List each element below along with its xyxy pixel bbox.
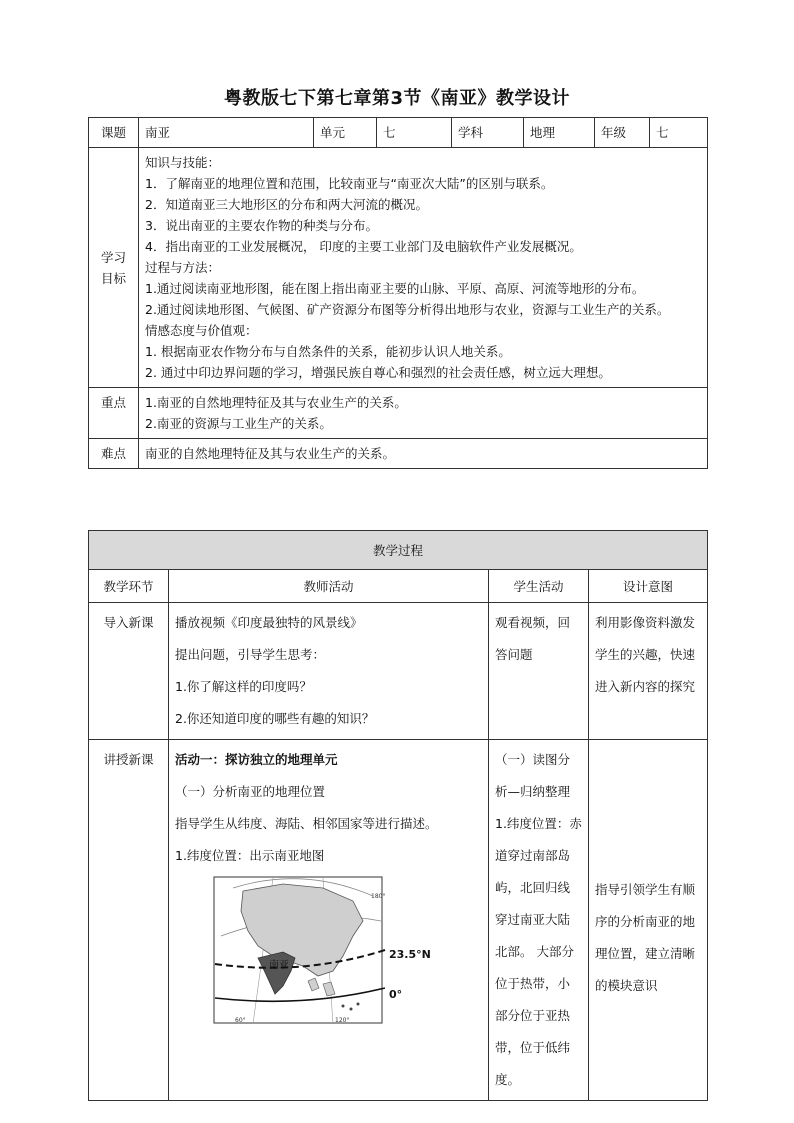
subject-value: 地理: [524, 118, 595, 148]
keti-label: 课题: [89, 118, 139, 148]
objectives-label-1: 学习: [100, 249, 126, 265]
intro-teacher: [169, 603, 489, 740]
difficulty-label: 难点: [89, 439, 139, 469]
objective-line: 情感态度与价值观：: [145, 323, 258, 338]
island: [350, 1008, 353, 1011]
new-teacher: [169, 740, 489, 1101]
objective-line: 知识与技能：: [145, 155, 221, 170]
intro-intent: 利用影像资料激发学生的兴趣，快速进入新内容的探究: [589, 603, 708, 740]
new-teacher-line: （一）分析南亚的地理位置: [175, 784, 326, 799]
objective-line: 3．说出南亚的主要农作物的种类与分布。: [145, 218, 378, 233]
grade-label: 年级: [595, 118, 650, 148]
info-table: [88, 117, 708, 469]
new-teacher-heading: 活动一：探访独立的地理单元: [175, 752, 338, 767]
intro-student: 观看视频，回答问题: [489, 603, 589, 740]
map-label-60: 60°: [235, 1017, 246, 1024]
process-table: [88, 530, 708, 1101]
objective-line: 1．了解南亚的地理位置和范围，比较南亚与“南亚次大陆”的区别与联系。: [145, 176, 554, 191]
objective-line: 4．指出南亚的工业发展概况， 印度的主要工业部门及电脑软件产业发展概况。: [145, 239, 582, 254]
subject-label: 学科: [452, 118, 524, 148]
objective-line: 1.通过阅读南亚地形图，能在图上指出南亚主要的山脉、平原、高原、河流等地形的分布。: [145, 281, 645, 296]
objectives-content: [139, 148, 708, 388]
header-intent: 设计意图: [589, 570, 708, 603]
grade-value: 七: [650, 118, 708, 148]
island: [357, 1003, 360, 1006]
intro-stage: 导入新课: [89, 603, 169, 740]
header-teacher: 教师活动: [169, 570, 489, 603]
keti-value: 南亚: [139, 118, 314, 148]
intro-teacher-line: 播放视频《印度最独特的风景线》: [175, 615, 363, 630]
map-label-120: 120°: [335, 1017, 350, 1024]
new-intent: 指导引领学生有顺序的分析南亚的地理位置，建立清晰的模块意识: [589, 740, 708, 1101]
map-label-180: 180°: [371, 893, 386, 900]
objective-line: 1. 根据南亚农作物分布与自然条件的关系，能初步认识人地关系。: [145, 344, 511, 359]
unit-label: 单元: [314, 118, 377, 148]
objective-line: 2. 通过中印边界问题的学习，增强民族自尊心和强烈的社会责任感，树立远大理想。: [145, 365, 611, 380]
intro-teacher-line: 提出问题，引导学生思考：: [175, 647, 326, 662]
difficulty-content: 南亚的自然地理特征及其与农业生产的关系。: [139, 439, 708, 469]
objective-line: 过程与方法：: [145, 260, 221, 275]
document-title: 粤教版七下第七章第3节《南亚》教学设计: [223, 88, 571, 109]
key-points-label: 重点: [89, 388, 139, 439]
new-teacher-line: 指导学生从纬度、海陆、相邻国家等进行描述。: [175, 816, 438, 831]
new-student: （一）读图分析—归纳整理 1.纬度位置：赤道穿过南部岛屿，北回归线穿过南亚大陆北部。 大部分位于热带，小部分位于亚热带，位于低纬度。: [489, 740, 589, 1101]
objective-line: 2．知道南亚三大地形区的分布和两大河流的概况。: [145, 197, 428, 212]
intro-teacher-line: 1.你了解这样的印度吗？: [175, 679, 312, 694]
intro-teacher-line: 2.你还知道印度的哪些有趣的知识？: [175, 711, 375, 726]
new-teacher-line: 1.纬度位置：出示南亚地图: [175, 848, 325, 863]
map-label-tropic: 23.5°N: [389, 948, 431, 961]
new-stage: 讲授新课: [89, 740, 169, 1101]
key-point-line: 1.南亚的自然地理特征及其与农业生产的关系。: [145, 395, 407, 410]
objectives-label: [89, 148, 139, 388]
process-band-title: 教学过程: [89, 531, 708, 570]
key-point-line: 2.南亚的资源与工业生产的关系。: [145, 416, 332, 431]
objectives-label-2: 目标: [100, 270, 126, 286]
objective-line: 2.通过阅读地形图、气候图、矿产资源分布图等分析得出地形与农业，资源与工业生产的关系。: [145, 302, 670, 317]
unit-value: 七: [377, 118, 452, 148]
map-label-equator: 0°: [389, 988, 403, 1001]
south-asia-map: [213, 876, 443, 1026]
header-stage: 教学环节: [89, 570, 169, 603]
map-label-region: 南亚: [269, 960, 289, 971]
key-points-content: [139, 388, 708, 439]
island: [342, 1005, 345, 1008]
header-student: 学生活动: [489, 570, 589, 603]
